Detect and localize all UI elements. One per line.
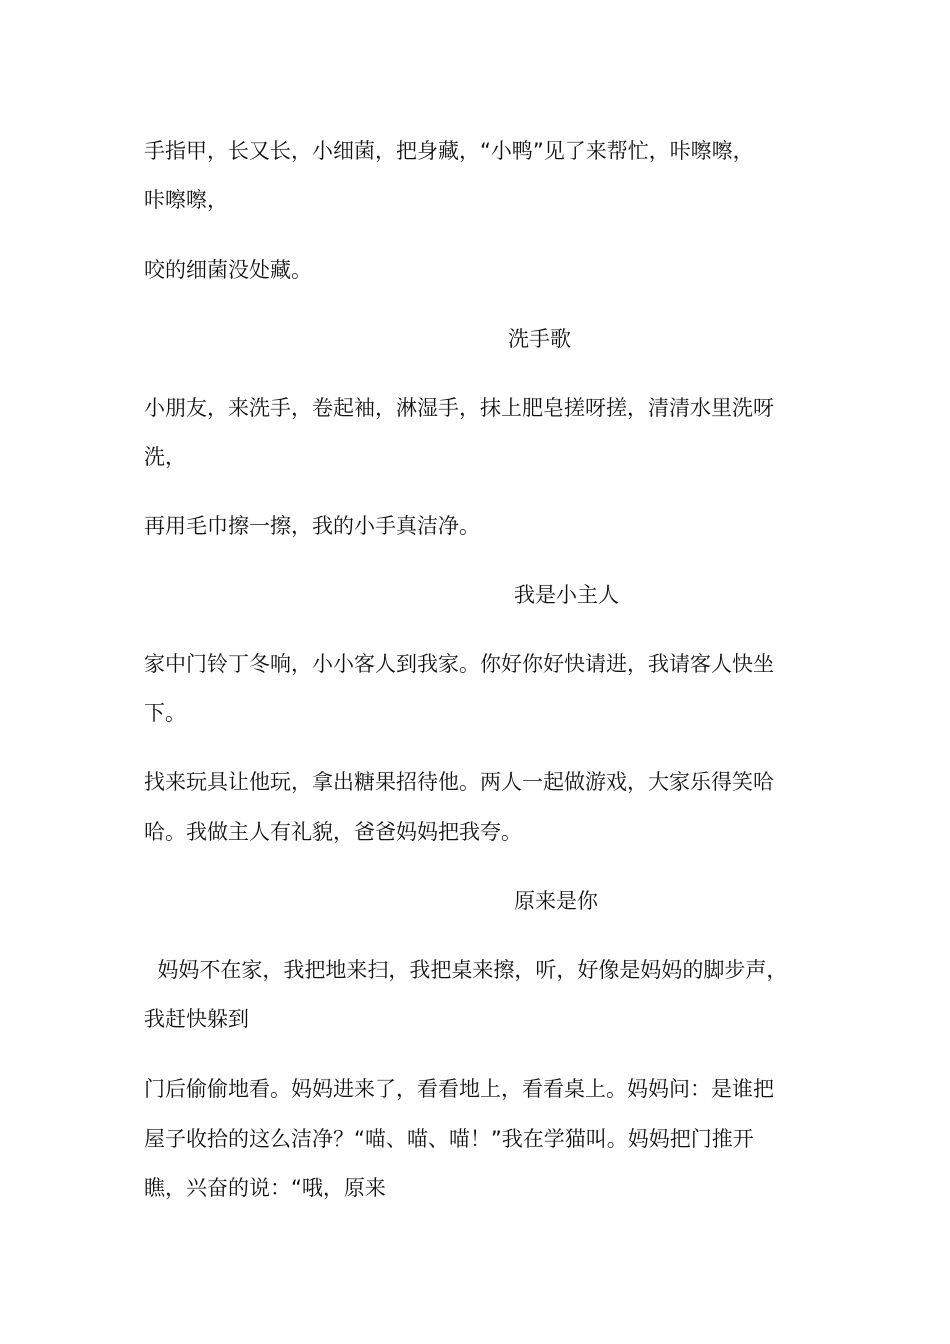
- poem-line: 小朋友，来洗手，卷起袖，淋湿手，抹上肥皂搓呀搓，清清水里洗呀: [144, 396, 774, 420]
- poem-line: 咔嚓嚓，: [144, 188, 228, 212]
- poem-line: 下。: [144, 701, 186, 725]
- poem-line: 瞧，兴奋的说：“哦，原来: [144, 1176, 386, 1200]
- poem-line: 咬的细菌没处藏。: [144, 258, 312, 282]
- poem-line: 家中门铃丁冬响，小小客人到我家。你好你好快请进，我请客人快坐: [144, 652, 774, 676]
- poem-line: 屋子收拾的这么洁净？“喵、喵、喵！”我在学猫叫。妈妈把门推开: [144, 1127, 754, 1151]
- poem-line: 再用毛巾擦一擦，我的小手真洁净。: [144, 514, 480, 538]
- poem-title: 洗手歌: [508, 327, 571, 351]
- poem-line: 洗，: [144, 445, 186, 469]
- poem-line: 妈妈不在家，我把地来扫，我把桌来擦，听，好像是妈妈的脚步声，: [144, 958, 788, 982]
- poem-line: 手指甲，长又长，小细菌，把身藏，“小鸭”见了来帮忙，咔嚓嚓，: [144, 139, 754, 163]
- poem-title: 我是小主人: [514, 583, 619, 607]
- poem-title: 原来是你: [514, 889, 598, 913]
- poem-line: 哈。我做主人有礼貌，爸爸妈妈把我夸。: [144, 820, 522, 844]
- poem-line: 门后偷偷地看。妈妈进来了，看看地上，看看桌上。妈妈问：是谁把: [144, 1077, 774, 1101]
- poem-line: 找来玩具让他玩，拿出糖果招待他。两人一起做游戏，大家乐得笑哈: [144, 770, 774, 794]
- poem-line: 我赶快躲到: [144, 1007, 249, 1031]
